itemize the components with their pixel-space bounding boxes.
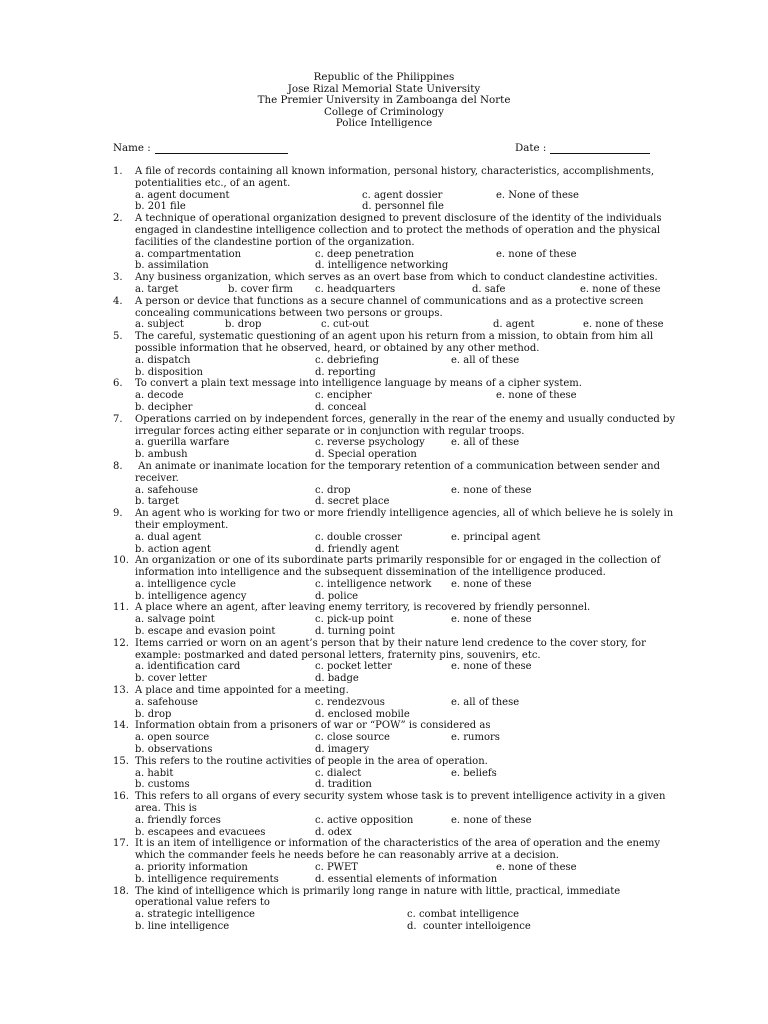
document-header: [0, 72, 768, 130]
question-text: This refers to the routine activities of people in the area of operation.: [135, 755, 488, 767]
answer-option[interactable]: d. reporting: [315, 366, 376, 378]
answer-option[interactable]: e. none of these: [451, 661, 532, 673]
answer-option[interactable]: d. secret place: [315, 496, 390, 508]
answer-option[interactable]: b. cover letter: [135, 673, 207, 685]
header-line: Republic of the Philippines: [313, 71, 455, 83]
answer-option[interactable]: b. observations: [135, 744, 213, 756]
answer-option[interactable]: e. none of these: [496, 390, 577, 402]
answer-option[interactable]: d. turning point: [315, 626, 395, 638]
answer-option[interactable]: a. subject: [135, 319, 184, 331]
option-row: [135, 449, 678, 461]
answer-option[interactable]: a. identification card: [135, 661, 241, 673]
answer-option[interactable]: d. friendly agent: [315, 543, 399, 555]
option-row: [135, 485, 678, 497]
answer-option[interactable]: d. safe: [472, 283, 506, 295]
answer-option[interactable]: d. counter intelloigence: [407, 921, 531, 932]
answer-option[interactable]: a. priority information: [135, 862, 248, 874]
answer-option[interactable]: c. combat intelligence: [407, 909, 520, 921]
answer-option[interactable]: e. none of these: [496, 248, 577, 260]
option-row: [135, 591, 678, 603]
name-blank-line[interactable]: [155, 153, 288, 154]
answer-option[interactable]: c. double crosser: [315, 531, 402, 543]
date-blank-line[interactable]: [550, 153, 650, 154]
question-number: 3.: [113, 272, 123, 284]
question-number: 12.: [113, 637, 129, 649]
name-label: Name :: [113, 142, 151, 154]
name-date-bar: [113, 143, 653, 157]
answer-option[interactable]: a. agent document: [135, 189, 230, 201]
option-row: [135, 614, 678, 626]
answer-option[interactable]: d. badge: [315, 673, 359, 685]
question-text: To convert a plain text message into intelligence language by means of a cipher system.: [135, 378, 582, 390]
question-text: An organization or one of its subordinate parts primarily responsible for or engaged in the collection of information into intelligence and the subsequent dissemination of the intelligence produced.: [135, 555, 661, 579]
option-row: [135, 284, 678, 296]
question-item: [113, 555, 678, 602]
option-row: [135, 532, 678, 544]
question-number: 16.: [113, 791, 129, 803]
question-item: [113, 685, 678, 720]
question-item: [113, 296, 678, 331]
answer-option[interactable]: d. personnel file: [362, 201, 444, 213]
answer-option[interactable]: d. tradition: [315, 779, 372, 791]
option-row: [135, 779, 678, 791]
option-row: [135, 815, 678, 827]
answer-option[interactable]: d. odex: [315, 826, 352, 838]
answer-option[interactable]: a. guerilla warfare: [135, 437, 230, 449]
answer-option[interactable]: c. drop: [315, 484, 351, 496]
answer-option[interactable]: b. drop: [225, 319, 262, 331]
option-row: [135, 732, 678, 744]
answer-option[interactable]: c. active opposition: [315, 814, 414, 826]
answer-option[interactable]: b. line intelligence: [135, 921, 230, 932]
header-line: College of Criminology: [324, 105, 444, 118]
answer-option[interactable]: d. conceal: [315, 401, 367, 413]
question-number: 5.: [113, 331, 123, 343]
option-row: [135, 249, 678, 261]
question-text: An animate or inanimate location for the temporary retention of a communication between sender and receiver.: [135, 460, 661, 484]
option-row: [135, 626, 678, 638]
answer-option[interactable]: e. none of these: [580, 283, 661, 295]
question-item: [113, 378, 678, 413]
option-row: [135, 437, 678, 449]
option-row: [135, 661, 678, 673]
answer-option[interactable]: b. 201 file: [135, 201, 186, 213]
option-row: [135, 921, 678, 933]
option-row: [135, 744, 678, 756]
option-row: [135, 319, 678, 331]
question-item: [113, 461, 678, 508]
question-text: This refers to all organs of every security system whose task is to prevent intelligence activity in a given area. This is: [135, 791, 666, 815]
question-item: [113, 166, 678, 213]
answer-option[interactable]: c. rendezvous: [315, 696, 385, 708]
answer-option[interactable]: a. compartmentation: [135, 248, 242, 260]
question-number: 10.: [113, 555, 129, 567]
answer-option[interactable]: d. Special operation: [315, 449, 417, 461]
answer-option[interactable]: d. intelligence networking: [315, 260, 449, 272]
answer-option[interactable]: b. ambush: [135, 449, 188, 461]
answer-option[interactable]: a. decode: [135, 390, 184, 402]
answer-option[interactable]: c. dialect: [315, 767, 362, 779]
question-item: [113, 331, 678, 378]
answer-option[interactable]: d. enclosed mobile: [315, 708, 410, 720]
question-text: A place where an agent, after leaving enemy territory, is recovered by friendly personnel.: [135, 602, 591, 614]
question-number: 6.: [113, 378, 123, 390]
answer-option[interactable]: a. open source: [135, 732, 210, 744]
question-number: 4.: [113, 295, 123, 307]
question-item: [113, 720, 678, 755]
answer-option[interactable]: b. cover firm: [228, 283, 293, 295]
answer-option[interactable]: b. intelligence agency: [135, 590, 247, 602]
question-text: Operations carried on by independent forces, generally in the rear of the enemy and usually conducted by irregular forces acting either separate or in conjunction with regular troops.: [135, 413, 676, 437]
answer-option[interactable]: c. PWET: [315, 862, 358, 874]
question-number: 11.: [113, 602, 129, 614]
question-item: [113, 213, 678, 272]
answer-option[interactable]: b. customs: [135, 779, 190, 791]
option-row: [135, 390, 678, 402]
question-text: A person or device that functions as a secure channel of communications and as a protective screen concealing communications between two persons or groups.: [135, 295, 644, 319]
answer-option[interactable]: c. cut-out: [321, 319, 369, 331]
option-row: [135, 201, 678, 213]
option-row: [135, 367, 678, 379]
option-row: [135, 697, 678, 709]
answer-option[interactable]: a. intelligence cycle: [135, 578, 236, 590]
option-row: [135, 673, 678, 685]
question-list: [113, 166, 678, 933]
answer-option[interactable]: a. dispatch: [135, 354, 191, 366]
answer-option[interactable]: a. salvage point: [135, 614, 215, 626]
question-text: The careful, systematic questioning of an agent upon his return from a mission, to obtain from him all possible information that he observed, heard, or obtained by any other method.: [135, 331, 654, 354]
question-item: [113, 414, 678, 461]
answer-option[interactable]: e. none of these: [451, 578, 532, 590]
question-number: 14.: [113, 720, 129, 732]
answer-option[interactable]: e. all of these: [451, 354, 520, 366]
date-label: Date :: [515, 142, 547, 154]
answer-option[interactable]: b. escapees and evacuees: [135, 826, 266, 838]
question-text: Items carried or worn on an agent’s person that by their nature lend credence to the cover story, for example: postmarked and dated personal letters, fraternity pins, souvenirs, etc.: [135, 637, 646, 661]
question-text: A technique of operational organization designed to prevent disclosure of the identity of the individuals engaged in clandestine intelligence collection and to protect the methods of operation and the physical facilities of the clandestine portion of the organization.: [135, 213, 662, 248]
answer-option[interactable]: b. target: [135, 496, 179, 508]
option-row: [135, 862, 678, 874]
answer-option[interactable]: c. headquarters: [315, 283, 396, 295]
question-item: [113, 508, 678, 555]
question-number: 15.: [113, 755, 129, 767]
question-text: Any business organization, which serves as an overt base from which to conduct clandestine activities.: [135, 272, 658, 284]
question-text: A place and time appointed for a meeting.: [135, 685, 349, 697]
answer-option[interactable]: b. action agent: [135, 543, 211, 555]
answer-option[interactable]: d. essential elements of information: [315, 873, 498, 885]
question-number: 1.: [113, 166, 123, 177]
question-number: 17.: [113, 838, 129, 850]
question-item: [113, 886, 678, 933]
option-row: [135, 402, 678, 414]
answer-option[interactable]: c. pocket letter: [315, 661, 393, 673]
answer-option[interactable]: e. none of these: [451, 614, 532, 626]
answer-option[interactable]: c. reverse psychology: [315, 437, 425, 449]
answer-option[interactable]: e. all of these: [451, 437, 520, 449]
answer-option[interactable]: e. none of these: [496, 862, 577, 874]
option-row: [135, 190, 678, 202]
answer-option[interactable]: c. encipher: [315, 390, 372, 402]
question-number: 9.: [113, 508, 123, 520]
answer-option[interactable]: d. police: [315, 590, 359, 602]
answer-option[interactable]: d. agent: [493, 319, 535, 331]
answer-option[interactable]: a. safehouse: [135, 696, 198, 708]
answer-option[interactable]: e. all of these: [451, 696, 520, 708]
answer-option[interactable]: e. rumors: [451, 732, 500, 744]
question-number: 7.: [113, 413, 123, 425]
answer-option[interactable]: a. strategic intelligence: [135, 909, 255, 921]
option-row: [135, 827, 678, 839]
answer-option[interactable]: e. none of these: [451, 814, 532, 826]
answer-option[interactable]: e. none of these: [583, 319, 664, 331]
answer-option[interactable]: c. close source: [315, 732, 390, 744]
header-line: Police Intelligence: [335, 117, 433, 130]
answer-option[interactable]: b. intelligence requirements: [135, 873, 279, 885]
option-row: [135, 874, 678, 886]
answer-option[interactable]: c. agent dossier: [362, 189, 443, 201]
answer-option[interactable]: b. decipher: [135, 401, 193, 413]
answer-option[interactable]: c. deep penetration: [315, 248, 414, 260]
question-text: It is an item of intelligence or information of the characteristics of the area of operation and the enemy which the commander feels he needs before he can reasonably arrive at a decision.: [135, 838, 660, 862]
answer-option[interactable]: a. friendly forces: [135, 814, 221, 826]
option-row: [135, 579, 678, 591]
question-item: [113, 838, 678, 885]
question-number: 18.: [113, 885, 129, 897]
question-item: [113, 638, 678, 685]
answer-option[interactable]: b. assimilation: [135, 260, 209, 272]
header-line: Jose Rizal Memorial State University: [287, 82, 481, 95]
option-row: [135, 355, 678, 367]
option-row: [135, 909, 678, 921]
question-text: Information obtain from a prisoners of war or “POW” is considered as: [135, 720, 491, 732]
option-row: [135, 260, 678, 272]
answer-option[interactable]: a. safehouse: [135, 484, 198, 496]
answer-option[interactable]: b. disposition: [135, 366, 203, 378]
answer-option[interactable]: a. dual agent: [135, 531, 202, 543]
question-item: [113, 272, 678, 296]
header-line: The Premier University in Zamboanga del Norte: [257, 94, 511, 107]
option-row: [135, 768, 678, 780]
question-item: [113, 756, 678, 791]
question-text: The kind of intelligence which is primarily long range in nature with little, practical, immediate operational value refers to: [135, 885, 621, 909]
option-row: [135, 709, 678, 721]
answer-option[interactable]: e. none of these: [451, 484, 532, 496]
answer-option[interactable]: a. habit: [135, 767, 174, 779]
answer-option[interactable]: c. debriefing: [315, 354, 380, 366]
answer-option[interactable]: a. target: [135, 283, 179, 295]
question-number: 13.: [113, 685, 129, 697]
question-number: 8.: [113, 460, 123, 472]
question-text: A file of records containing all known information, personal history, characteristics, accomplishments, potentialities etc., of an agent.: [135, 166, 655, 189]
answer-option[interactable]: c. pick-up point: [315, 614, 394, 626]
answer-option[interactable]: e. beliefs: [451, 767, 497, 779]
answer-option[interactable]: b. escape and evasion point: [135, 626, 276, 638]
question-item: [113, 602, 678, 637]
answer-option[interactable]: e. principal agent: [451, 531, 541, 543]
question-number: 2.: [113, 213, 123, 225]
answer-option[interactable]: d. imagery: [315, 744, 370, 756]
question-item: [113, 791, 678, 838]
answer-option[interactable]: c. intelligence network: [315, 578, 432, 590]
answer-option[interactable]: b. drop: [135, 708, 172, 720]
option-row: [135, 544, 678, 556]
option-row: [135, 496, 678, 508]
answer-option[interactable]: e. None of these: [496, 189, 579, 201]
question-text: An agent who is working for two or more friendly intelligence agencies, all of which believe he is solely in their employment.: [135, 508, 674, 531]
